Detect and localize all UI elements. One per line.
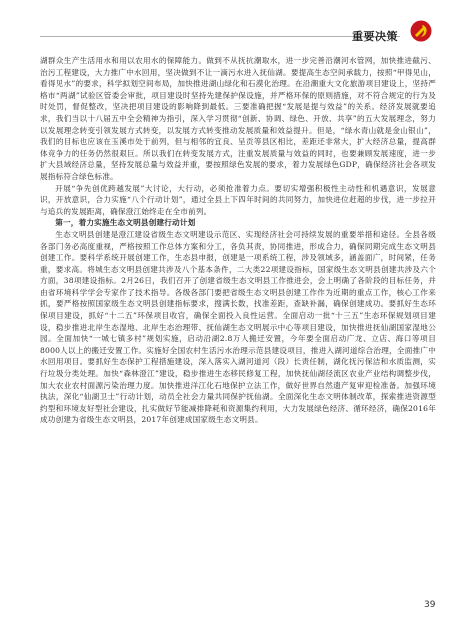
paragraph: 湖群众生产生活用水和用以农用水的保障能力。做到不从抚抗潮取水，进一步完善沿潮河水管网，加快推进截污、治污工程建设，大力推广中水回用，坚决做到不让一滴污水进入抚仙湖。要提高生态空间承载力，按照“甲得见山，看得见水”的要求，科学拟划空间布局，加快推进湖山绿化和石漠化治理。在沿潮重大文化旅游项目建设上，坚持严格市“两湖”试验区管委会审批，项目建设时坚持先建保护保设施，并严格环保的原则措施，对不符合规定的行为及时处罚，督促整改，坚决把项目建设的影响降到最低。三要准确把握“发展是提与效益”的关系。经济发展就要追求，我们当以十八届五中全会精神为指引，深入学习贯彻“创新、协调、绿色、开放、共享”的五大发展理念，努力以发展理念转变引领发展方式转变，以发展方式转变推动发展质量和效益提升。但是，“绿水青山就是金山银山”，我们的目标也应该在玉溪市处于前列，但与相邻的宜良、呈贡等县区相比，差距还非常大，扩大经济总量，提高群体竞争力的任务仍然很艰巨。所以我们在转变发展方式，注重发展质量与效益的同时，也要兼顾发展速度，进一步扩大县域经济总量，坚持发展总量与效益并重，要按照绿色发展的要求，着力发展绿色GDP，确保经济社会各项发展指标符合绿色标准。 bbox=[40, 56, 436, 181]
party-emblem-icon bbox=[410, 20, 432, 42]
section-heading: 第一，着力实施生态文明县创建行动计划 bbox=[55, 218, 196, 228]
page-number: 39 bbox=[424, 600, 436, 610]
page-header bbox=[0, 0, 468, 56]
paragraph: 开展“争先创优跨越发展”大讨论，大行动，必须抢准着力点。要切实增强积极性主动性和机遇意识，发展意识，开放意识，合力实施“八个行动计划”，通过全县上下四年时间的共同努力，加快进位赶超的步伐，进一步拉开与追兵的发展距离，确保澄江始终走在全市前列。 bbox=[40, 183, 436, 216]
section-title: 重要决策 bbox=[352, 30, 398, 43]
header-divider bbox=[40, 36, 400, 37]
paragraph: 生态文明县创建是澄江建设省级生态文明建设示范区、实现经济社会可持续发展的重要举措和途径。全县各级各部门务必高度重视，严格按照工作总体方案和分工，各负其责，协同推进，形成合力，确保同期完成生态文明县创建工作。要科学系统开展创建工作，生态县申报，创建是一项系统工程，涉及领域多，涵盖面广，时间紧，任务重，要求高。将城生态文明县创建共涉及八个基本条件，二大类22项建设指标，国家级生态文明县创建共涉及六个方面，38项建设指标。2月26日，我们召开了创建省级生态文明县工作推进会，会上明确了各阶段的目标任务，并由省环境科学学会专家作了技术指导。各级各部门要把省级生态文明县创建工作作为近期的重点工作，核心工作来抓，要严格按照国家级生态文明县创建指标要求，搜满长数，找准差距，查缺补漏，确保创建成功。要抓好生态环保项目建设，抓好“十二五”环保项目收官，确保全面投入良性运营。全面启动一批“十三五”生态环保规划项目建设，稳步推进北岸生态湿地、北岸生态治理带、抚仙湖生态文明展示中心等项目建设，加快推进抚仙湖国家湿地公园。全面加快“一城七镇多村”规划实施，启动沿湖2.8万人搬迁安置，今年要全面启动广龙、立店、海口等项目8000人以上的搬迁安置工作。实施好全国农村生活污水治理示范县建设项目，推进入湖河道综合治理，全面推广中水回用项目。要抓好生态保护工程措施建设，深入落实入湖河道河（段）长责任制，湖化抚污保洁和水质监测，实行垃圾分类处理。加快“森林澄江”建设，稳步推进生态移民修复工程，加快抚仙湖径流区农业产业结构调整步伐，加大农业农村面源污染治理力度。加快推进洋江化石地保护立法工作，做好世界自然遗产复审迎检准备。加强环境执法，深化“仙湖卫士”行动计划，动员全社会力量共同保护抚仙湖。全面深化生态文明体制改革，探索推进资源型约型和环境友好型社会建设，扎实做好节能减排降耗和资源集约利用，大力发展绿色经济、循环经济，确保2016年成功创建为省级生态文明县，2017年创建成国家级生态文明县。 bbox=[40, 229, 436, 425]
article-body bbox=[40, 55, 436, 426]
